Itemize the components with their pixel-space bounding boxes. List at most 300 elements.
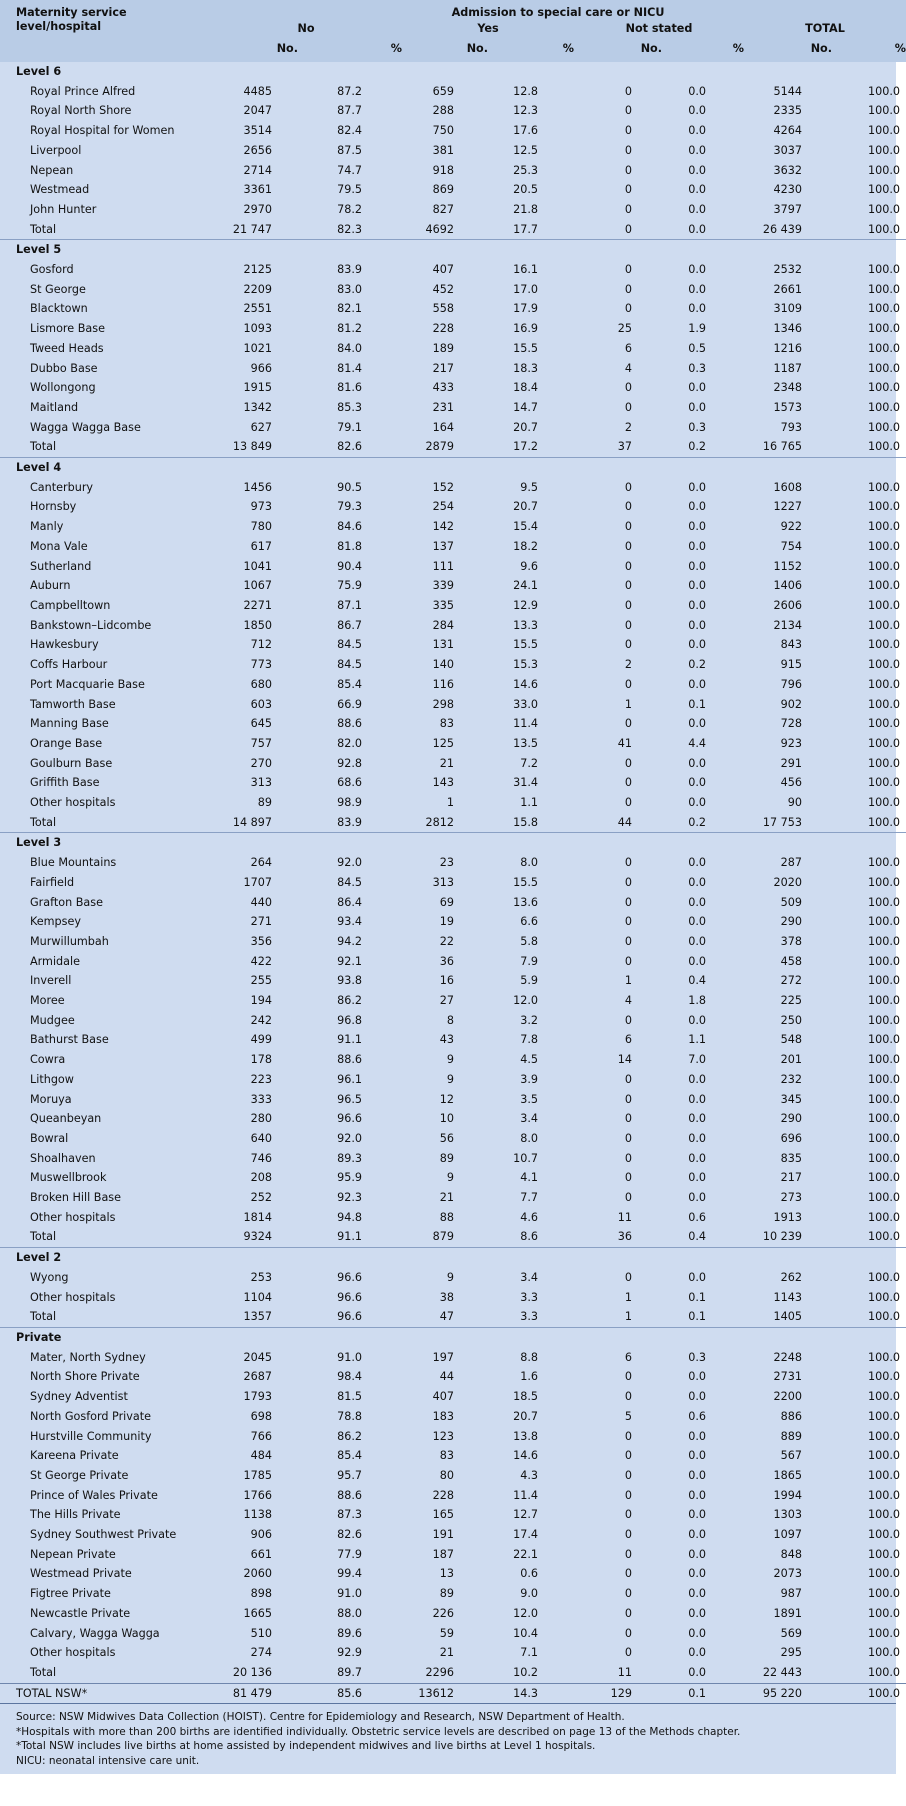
cell-value: 2731 <box>773 1370 802 1384</box>
cell-value: 187 <box>432 1547 454 1561</box>
cell-value: 89 <box>439 1587 454 1601</box>
table-row <box>0 952 906 972</box>
row-label: Sydney Southwest Private <box>30 1528 177 1542</box>
cell-value: 100.0 <box>867 124 901 138</box>
cell-value: 100.0 <box>867 282 901 296</box>
table-row <box>0 1367 906 1387</box>
cell-value: 201 <box>780 1053 802 1067</box>
row-label: Mona Vale <box>30 539 88 553</box>
cell-value: 87.7 <box>337 104 362 118</box>
cell-value: 659 <box>432 84 454 98</box>
cell-value: 0.0 <box>688 579 706 593</box>
cell-value: 345 <box>780 1092 802 1106</box>
row-label: Gosford <box>30 263 74 277</box>
row-label: Royal Hospital for Women <box>30 124 175 138</box>
cell-value: 1913 <box>773 1210 802 1224</box>
table-header <box>0 0 906 62</box>
cell-value: 100.0 <box>867 1270 901 1284</box>
row-label: Newcastle Private <box>30 1606 131 1620</box>
cell-value: 0 <box>624 1508 632 1522</box>
cell-value: 0 <box>624 638 632 652</box>
cell-value: 88.6 <box>337 717 362 731</box>
cell-value: 96.6 <box>337 1310 362 1324</box>
table-row <box>0 1427 906 1447</box>
cell-value: 9 <box>446 1053 454 1067</box>
cell-value: 100.0 <box>867 895 901 909</box>
cell-value: 298 <box>432 697 454 711</box>
cell-value: 8.6 <box>520 1230 538 1244</box>
cell-value: 3.3 <box>520 1310 538 1324</box>
cell-value: 98.4 <box>337 1370 362 1384</box>
cell-value: 89.6 <box>337 1626 362 1640</box>
cell-value: 85.6 <box>298 1683 402 1703</box>
table-row <box>0 1129 906 1149</box>
cell-value: 918 <box>432 163 454 177</box>
cell-value: 100.0 <box>867 520 901 534</box>
row-label: Other hospitals <box>30 1210 116 1224</box>
cell-value: 100.0 <box>867 1449 901 1463</box>
table-row <box>0 1604 906 1624</box>
cell-value: 696 <box>780 1131 802 1145</box>
cell-value: 79.3 <box>337 500 362 514</box>
cell-value: 262 <box>780 1270 802 1284</box>
unit-label: No. <box>640 42 662 55</box>
cell-value: 0.0 <box>688 500 706 514</box>
cell-value: 407 <box>432 1390 454 1404</box>
cell-value: 100.0 <box>867 994 901 1008</box>
cell-value: 0.0 <box>688 124 706 138</box>
cell-value: 2 <box>624 420 632 434</box>
cell-value: 59 <box>439 1626 454 1640</box>
cell-value: 906 <box>250 1528 272 1542</box>
cell-value: 13612 <box>402 1683 488 1703</box>
cell-value: 100.0 <box>867 1072 901 1086</box>
cell-value: 125 <box>432 736 454 750</box>
cell-value: 31.4 <box>513 776 538 790</box>
cell-value: 92.1 <box>337 954 362 968</box>
cell-value: 2687 <box>243 1370 272 1384</box>
cell-value: 0.0 <box>688 1092 706 1106</box>
cell-value: 100.0 <box>867 1350 901 1364</box>
cell-value: 24.1 <box>513 579 538 593</box>
cell-value: 1 <box>446 796 454 810</box>
cell-value: 94.2 <box>337 934 362 948</box>
cell-value: 100.0 <box>867 104 901 118</box>
cell-value: 1093 <box>243 322 272 336</box>
column-title <box>0 0 210 36</box>
table-row <box>0 339 906 359</box>
cell-value: 100.0 <box>867 1409 901 1423</box>
cell-value: 3514 <box>243 124 272 138</box>
cell-value: 0.0 <box>688 84 706 98</box>
cell-value: 111 <box>432 559 454 573</box>
cell-value: 100.0 <box>867 183 901 197</box>
cell-value: 17.0 <box>513 282 538 296</box>
cell-value: 17.2 <box>513 440 538 454</box>
cell-value: 848 <box>780 1547 802 1561</box>
cell-value: 9 <box>446 1072 454 1086</box>
cell-value: 0.0 <box>688 796 706 810</box>
cell-value: 0 <box>624 875 632 889</box>
subheader-no: No <box>297 22 315 35</box>
cell-value: 100.0 <box>867 1665 901 1679</box>
cell-value: 94.8 <box>337 1210 362 1224</box>
cell-value: 86.4 <box>337 895 362 909</box>
cell-value: 100.0 <box>867 1112 901 1126</box>
cell-value: 0 <box>624 677 632 691</box>
cell-value: 333 <box>250 1092 272 1106</box>
cell-value: 10.4 <box>513 1626 538 1640</box>
cell-value: 2 <box>624 658 632 672</box>
cell-value: 661 <box>250 1547 272 1561</box>
unit-label: % <box>894 42 906 55</box>
row-label: Hornsby <box>30 500 77 514</box>
cell-value: 21 <box>439 1646 454 1660</box>
cell-value: 1814 <box>243 1210 272 1224</box>
row-label: Prince of Wales Private <box>30 1488 158 1502</box>
cell-value: 2656 <box>243 143 272 157</box>
cell-value: 1573 <box>773 400 802 414</box>
row-label: Canterbury <box>30 480 94 494</box>
table-row <box>0 635 906 655</box>
cell-value: 91.1 <box>337 1230 362 1244</box>
cell-value: 9.5 <box>520 480 538 494</box>
cell-value: 90.4 <box>337 559 362 573</box>
cell-value: 100.0 <box>867 756 901 770</box>
cell-value: 77.9 <box>337 1547 362 1561</box>
cell-value: 1 <box>624 974 632 988</box>
cell-value: 164 <box>432 420 454 434</box>
cell-value: 79.5 <box>337 183 362 197</box>
cell-value: 898 <box>250 1587 272 1601</box>
cell-value: 90 <box>787 796 802 810</box>
cell-value: 0.0 <box>688 222 706 236</box>
cell-value: 100.0 <box>867 915 901 929</box>
cell-value: 36 <box>617 1230 632 1244</box>
cell-value: 100.0 <box>867 954 901 968</box>
cell-value: 228 <box>432 1488 454 1502</box>
cell-value: 25 <box>617 322 632 336</box>
cell-value: 100.0 <box>867 480 901 494</box>
table-row <box>0 82 906 102</box>
cell-value: 100.0 <box>867 1528 901 1542</box>
cell-value: 2296 <box>425 1665 454 1679</box>
cell-value: 0.0 <box>688 1072 706 1086</box>
row-label: Blue Mountains <box>30 856 117 870</box>
cell-value: 0 <box>624 1587 632 1601</box>
cell-value: 8.8 <box>520 1350 538 1364</box>
cell-value: 0.0 <box>688 282 706 296</box>
cell-value: 226 <box>432 1606 454 1620</box>
cell-value: 886 <box>780 1409 802 1423</box>
cell-value: 773 <box>250 658 272 672</box>
row-label: Tweed Heads <box>30 341 104 355</box>
unit-label: % <box>562 42 574 55</box>
cell-value: 5.8 <box>520 934 538 948</box>
cell-value: 223 <box>250 1072 272 1086</box>
cell-value: 143 <box>432 776 454 790</box>
total-row <box>0 1227 906 1247</box>
cell-value: 100.0 <box>867 776 901 790</box>
cell-value: 18.3 <box>513 361 538 375</box>
cell-value: 15.5 <box>513 341 538 355</box>
cell-value: 754 <box>780 539 802 553</box>
table-row <box>0 754 906 774</box>
unit-label: No. <box>276 42 298 55</box>
cell-value: 640 <box>250 1131 272 1145</box>
cell-value: 0.0 <box>688 1151 706 1165</box>
cell-value: 0 <box>624 263 632 277</box>
cell-value: 47 <box>439 1310 454 1324</box>
cell-value: 313 <box>250 776 272 790</box>
cell-value: 22.1 <box>513 1547 538 1561</box>
section-title: Level 5 <box>0 240 906 260</box>
cell-value: 100.0 <box>867 1547 901 1561</box>
cell-value: 15.8 <box>513 815 538 829</box>
cell-value: 0 <box>624 143 632 157</box>
table-row <box>0 853 906 873</box>
cell-value: 100.0 <box>867 500 901 514</box>
cell-value: 0.0 <box>688 559 706 573</box>
cell-value: 1.1 <box>688 1033 706 1047</box>
cell-value: 100.0 <box>867 1390 901 1404</box>
cell-value: 194 <box>250 994 272 1008</box>
cell-value: 335 <box>432 598 454 612</box>
cell-value: 922 <box>780 520 802 534</box>
row-label: Total <box>30 1310 57 1324</box>
cell-value: 0.0 <box>688 480 706 494</box>
cell-value: 0 <box>624 1528 632 1542</box>
row-label: North Shore Private <box>30 1370 140 1384</box>
cell-value: 698 <box>250 1409 272 1423</box>
cell-value: 100.0 <box>867 934 901 948</box>
row-label: Moree <box>30 994 65 1008</box>
cell-value: 100.0 <box>867 1131 901 1145</box>
section-title: Private <box>0 1328 906 1348</box>
footnote: NICU: neonatal intensive care unit. <box>16 1754 200 1767</box>
row-label: Broken Hill Base <box>30 1191 122 1205</box>
cell-value: 100.0 <box>867 322 901 336</box>
cell-value: 6 <box>624 1350 632 1364</box>
cell-value: 100.0 <box>867 1310 901 1324</box>
cell-value: 0.0 <box>688 1508 706 1522</box>
cell-value: 0.0 <box>688 1528 706 1542</box>
table-row <box>0 1030 906 1050</box>
table-row <box>0 1525 906 1545</box>
row-label: Tamworth Base <box>30 697 116 711</box>
cell-value: 81.6 <box>337 381 362 395</box>
cell-value: 879 <box>432 1230 454 1244</box>
cell-value: 13.5 <box>513 736 538 750</box>
cell-value: 0.0 <box>688 1429 706 1443</box>
cell-value: 83.9 <box>337 815 362 829</box>
cell-value: 0.0 <box>688 381 706 395</box>
cell-value: 1041 <box>243 559 272 573</box>
cell-value: 0 <box>624 717 632 731</box>
cell-value: 100.0 <box>867 381 901 395</box>
cell-value: 21.8 <box>513 202 538 216</box>
cell-value: 10 239 <box>762 1230 802 1244</box>
cell-value: 712 <box>250 638 272 652</box>
unit-label: % <box>732 42 744 55</box>
table-row <box>0 1466 906 1486</box>
table-row <box>0 655 906 675</box>
cell-value: 87.2 <box>337 84 362 98</box>
table-row <box>0 1446 906 1466</box>
cell-value: 231 <box>432 400 454 414</box>
cell-value: 0 <box>624 1646 632 1660</box>
cell-value: 100.0 <box>867 263 901 277</box>
cell-value: 4264 <box>773 124 802 138</box>
cell-value: 0 <box>624 756 632 770</box>
row-label: Bankstown–Lidcombe <box>30 618 152 632</box>
cell-value: 4.3 <box>520 1468 538 1482</box>
cell-value: 1357 <box>243 1310 272 1324</box>
cell-value: 183 <box>432 1409 454 1423</box>
cell-value: 869 <box>432 183 454 197</box>
cell-value: 0.0 <box>688 856 706 870</box>
row-label: Cowra <box>30 1053 66 1067</box>
cell-value: 15.5 <box>513 638 538 652</box>
cell-value: 1227 <box>773 500 802 514</box>
cell-value: 3037 <box>773 143 802 157</box>
cell-value: 100.0 <box>867 1053 901 1067</box>
cell-value: 7.7 <box>520 1191 538 1205</box>
cell-value: 252 <box>250 1191 272 1205</box>
table-row <box>0 1011 906 1031</box>
cell-value: 16.9 <box>513 322 538 336</box>
cell-value: 100.0 <box>867 856 901 870</box>
cell-value: 280 <box>250 1112 272 1126</box>
cell-value: 96.5 <box>337 1092 362 1106</box>
table-row <box>0 596 906 616</box>
cell-value: 0 <box>624 222 632 236</box>
cell-value: 2271 <box>243 598 272 612</box>
table-row <box>0 378 906 398</box>
cell-value: 0.0 <box>688 183 706 197</box>
cell-value: 1766 <box>243 1488 272 1502</box>
source-note: Source: NSW Midwives Data Collection (HOIST). Centre for Epidemiology and Research, NSW Department of Health. <box>16 1711 625 1724</box>
table-row <box>0 1545 906 1565</box>
row-label: Nepean Private <box>30 1547 116 1561</box>
cell-value: 17 753 <box>762 815 802 829</box>
cell-value: 567 <box>780 1449 802 1463</box>
cell-value: 6.6 <box>520 915 538 929</box>
table-row <box>0 359 906 379</box>
table-row <box>0 1486 906 1506</box>
footnote: *Hospitals with more than 200 births are identified individually. Obstetric service levels are described on page 13 of the Methods chapter. <box>16 1725 741 1738</box>
cell-value: 69 <box>439 895 454 909</box>
cell-value: 12.0 <box>513 994 538 1008</box>
cell-value: 0 <box>624 1449 632 1463</box>
cell-value: 18.5 <box>513 1390 538 1404</box>
row-label: North Gosford Private <box>30 1409 152 1423</box>
table-row <box>0 180 906 200</box>
cell-value: 0 <box>624 895 632 909</box>
row-label: Other hospitals <box>30 796 116 810</box>
cell-value: 87.1 <box>337 598 362 612</box>
cell-value: 0.0 <box>688 1112 706 1126</box>
row-label: Total <box>30 1665 57 1679</box>
cell-value: 20.7 <box>513 420 538 434</box>
cell-value: 452 <box>432 282 454 296</box>
row-label: Hawkesbury <box>30 638 99 652</box>
table-row <box>0 912 906 932</box>
cell-value: 152 <box>432 480 454 494</box>
cell-value: 14.6 <box>513 1449 538 1463</box>
table-row <box>0 773 906 793</box>
table-row <box>0 1149 906 1169</box>
cell-value: 12.0 <box>513 1606 538 1620</box>
cell-value: 271 <box>250 915 272 929</box>
cell-value: 100.0 <box>832 1683 906 1703</box>
table-row <box>0 260 906 280</box>
cell-value: 1405 <box>773 1310 802 1324</box>
cell-value: 0 <box>624 302 632 316</box>
cell-value: 83.9 <box>337 263 362 277</box>
cell-value: 0.0 <box>688 717 706 731</box>
cell-value: 4692 <box>425 222 454 236</box>
cell-value: 1 <box>624 1310 632 1324</box>
unit-spacer <box>0 36 210 62</box>
row-label: Kareena Private <box>30 1449 119 1463</box>
section-header <box>0 240 906 260</box>
cell-value: 0 <box>624 1092 632 1106</box>
cell-value: 2047 <box>243 104 272 118</box>
cell-value: 339 <box>432 579 454 593</box>
cell-value: 3.3 <box>520 1290 538 1304</box>
cell-value: 14.6 <box>513 677 538 691</box>
row-label: Manning Base <box>30 717 109 731</box>
cell-value: 14.3 <box>488 1683 574 1703</box>
cell-value: 0.0 <box>688 915 706 929</box>
cell-value: 18.2 <box>513 539 538 553</box>
cell-value: 0.0 <box>688 1370 706 1384</box>
cell-value: 889 <box>780 1429 802 1443</box>
cell-value: 95 220 <box>744 1683 832 1703</box>
cell-value: 36 <box>439 954 454 968</box>
row-label: Mater, North Sydney <box>30 1350 146 1364</box>
cell-value: 100.0 <box>867 1567 901 1581</box>
row-label: Maitland <box>30 400 79 414</box>
cell-value: 253 <box>250 1270 272 1284</box>
cell-value: 88.6 <box>337 1488 362 1502</box>
cell-value: 0 <box>624 1072 632 1086</box>
row-label: Lismore Base <box>30 322 105 336</box>
cell-value: 86.7 <box>337 618 362 632</box>
table-row <box>0 1070 906 1090</box>
row-label: Queanbeyan <box>30 1112 102 1126</box>
cell-value: 0.3 <box>688 361 706 375</box>
cell-value: 15.4 <box>513 520 538 534</box>
cell-value: 95.9 <box>337 1171 362 1185</box>
cell-value: 2248 <box>773 1350 802 1364</box>
row-label: Wollongong <box>30 381 96 395</box>
table-row <box>0 121 906 141</box>
cell-value: 0.0 <box>688 143 706 157</box>
cell-value: 5.9 <box>520 974 538 988</box>
cell-value: 217 <box>432 361 454 375</box>
cell-value: 81.4 <box>337 361 362 375</box>
cell-value: 1143 <box>773 1290 802 1304</box>
cell-value: 0.3 <box>688 1350 706 1364</box>
cell-value: 89 <box>439 1151 454 1165</box>
unit-label: No. <box>466 42 488 55</box>
row-label: Murwillumbah <box>30 934 109 948</box>
cell-value: 2200 <box>773 1390 802 1404</box>
cell-value: 0.0 <box>688 1191 706 1205</box>
cell-value: 0.0 <box>688 1270 706 1284</box>
